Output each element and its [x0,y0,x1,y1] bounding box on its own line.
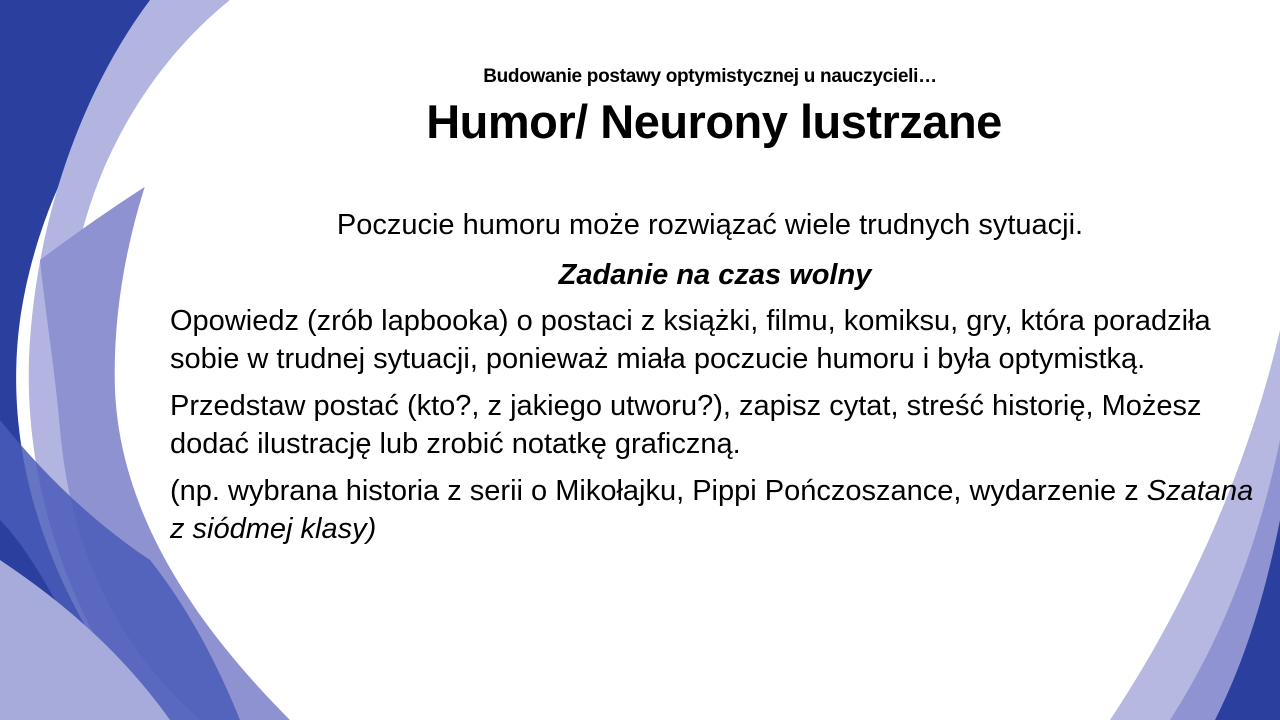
lead-sentence: Poczucie humoru może rozwiązać wiele trudnych sytuacji. [336,209,1084,241]
paragraph-3 [170,472,1255,548]
paragraph-3-text: (np. wybrana historia z serii o Mikołajku, Pippi Pończoszance, wydarzenie z [170,475,1147,507]
book-title: Szatana z siódmej klasy) [170,475,1254,545]
slide-body [170,206,1255,557]
slide-title: Humor/ Neurony lustrzane [426,95,1002,148]
paragraph-1: Opowiedz (zrób lapbooka) o postaci z książki, filmu, komiksu, gry, która poradziła sobie w trudnej sytuacji, ponieważ miała poczucie humoru i była optymistką. [170,305,1211,375]
slide-subtitle: Budowanie postawy optymistycznej u nauczycieli… [483,66,937,87]
task-heading: Zadanie na czas wolny [558,259,872,291]
paragraph-2: Przedstaw postać (kto?, z jakiego utworu?), zapisz cytat, streść historię, Możesz dodać ilustrację lub zrobić notatkę graficzną. [170,390,1202,460]
